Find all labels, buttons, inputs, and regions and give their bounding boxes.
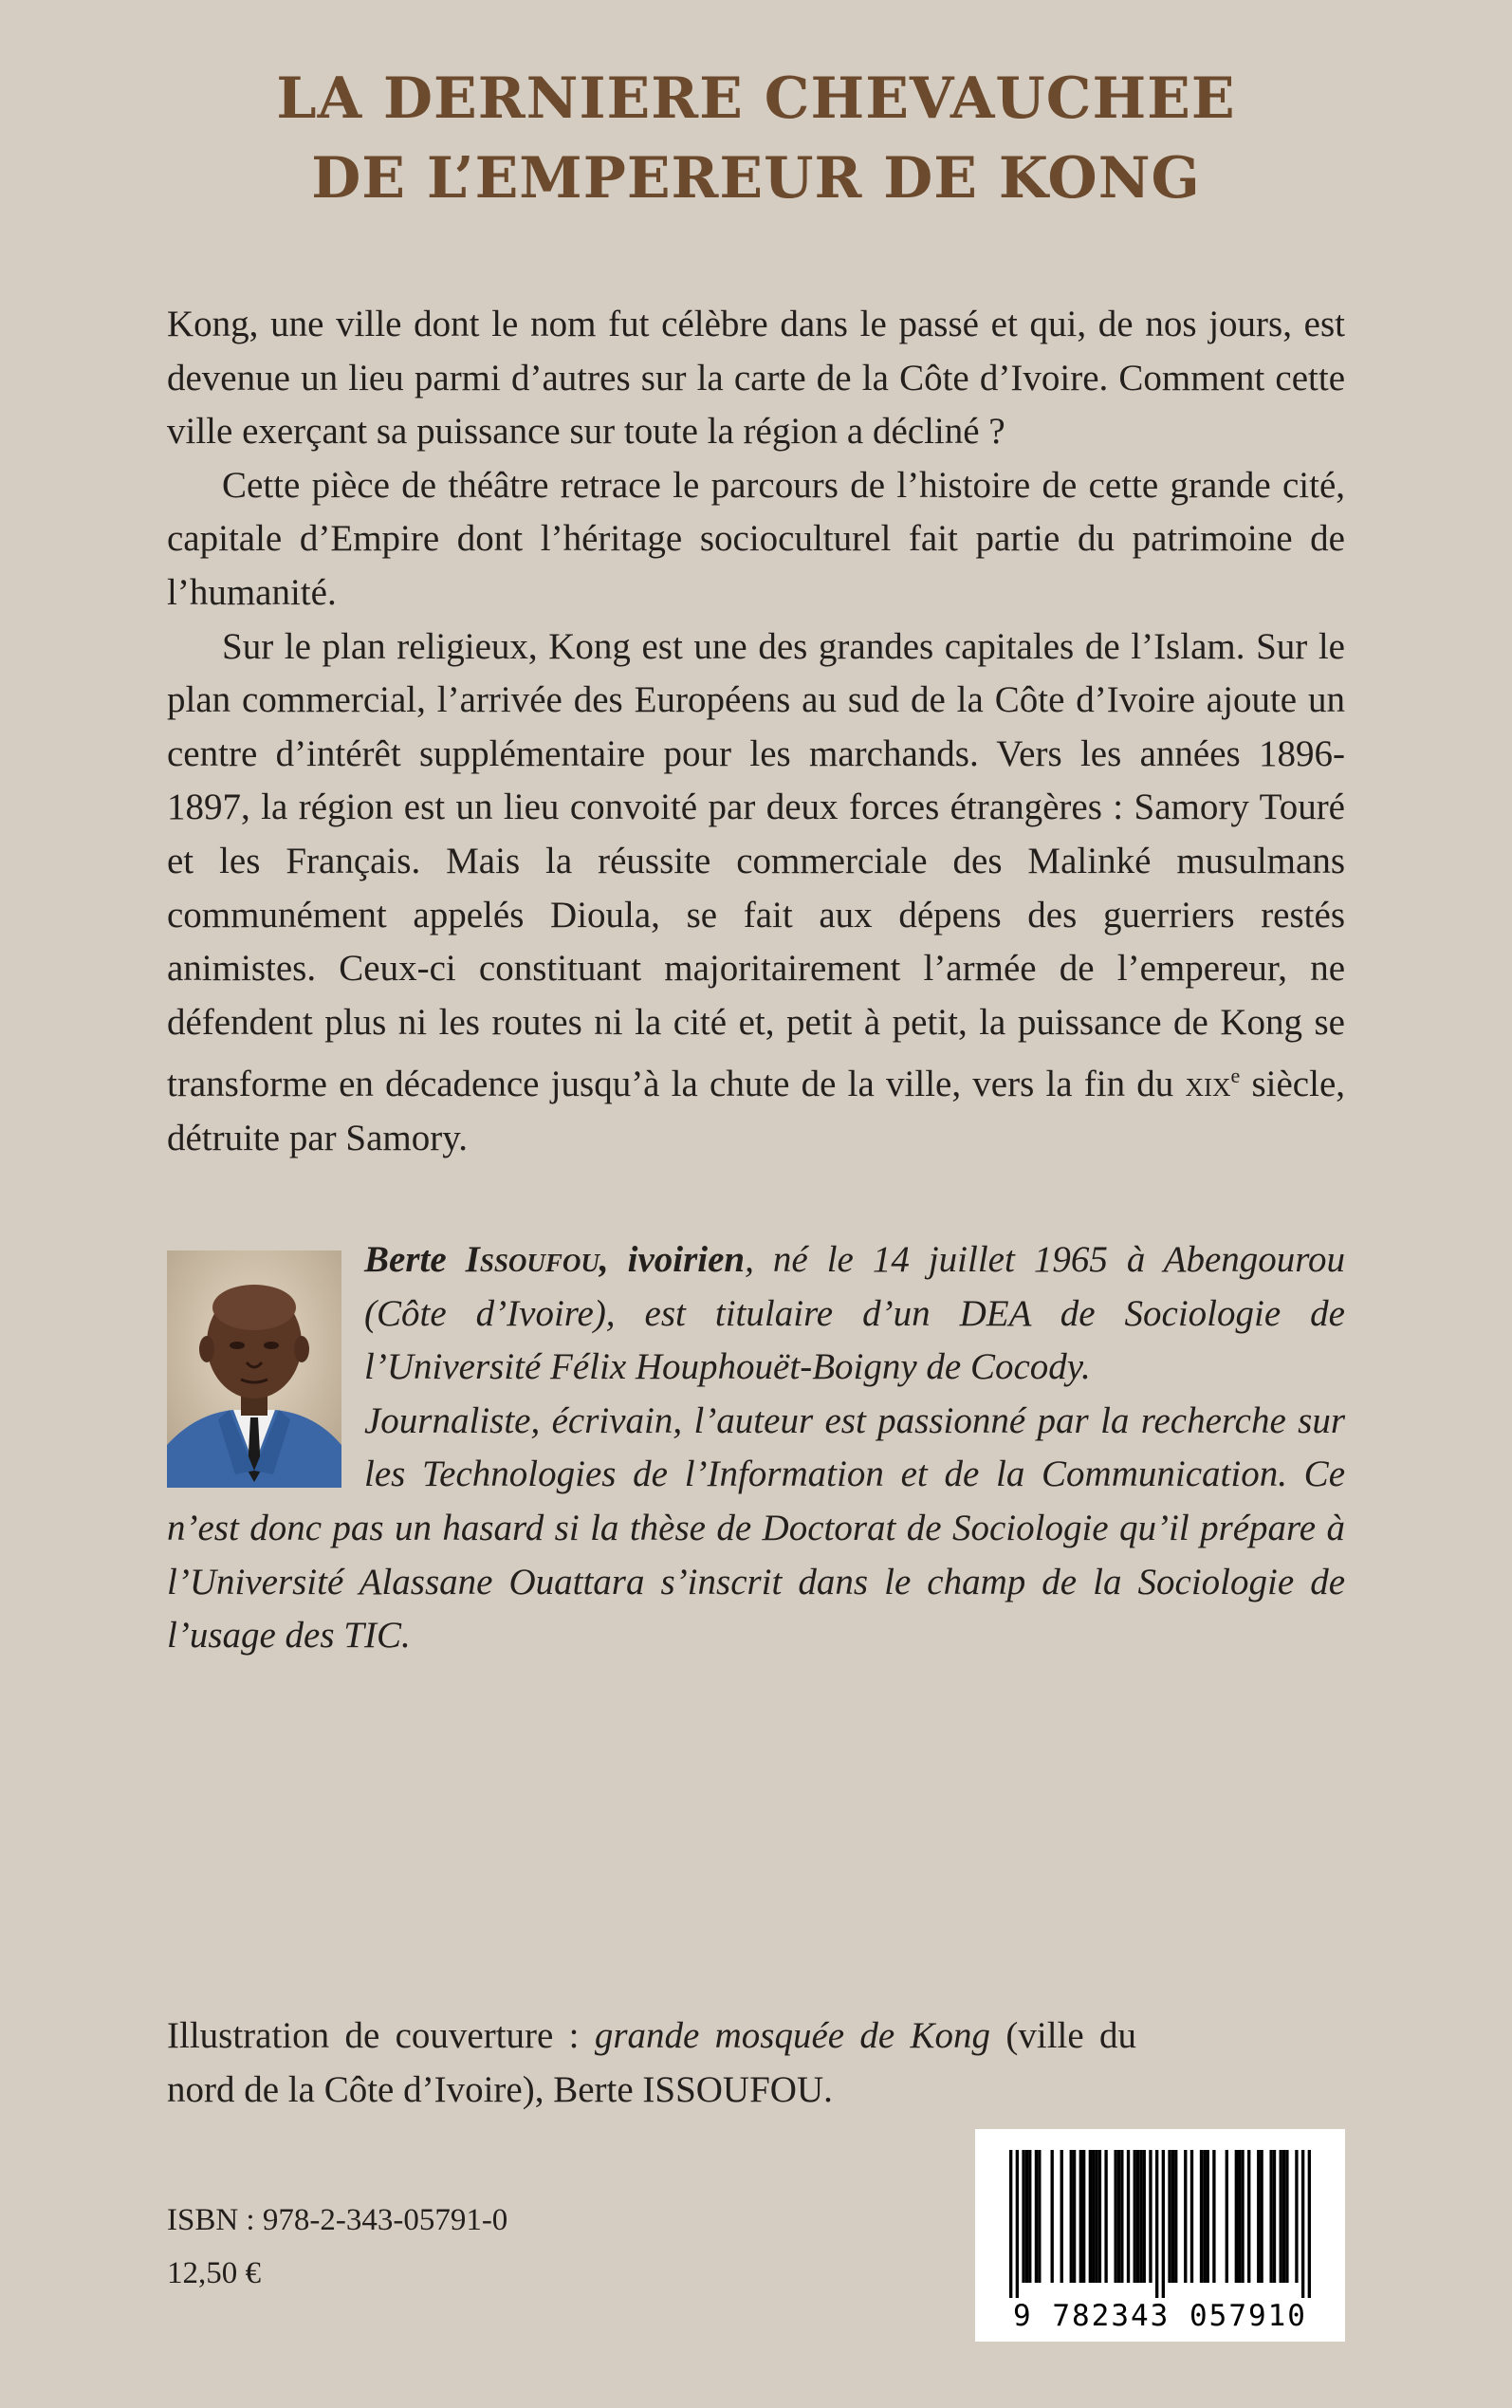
author-last-name: Issoufou [465, 1239, 599, 1280]
barcode-bar [1038, 2150, 1041, 2283]
barcode-bar [1127, 2150, 1130, 2283]
barcode-bar [1114, 2150, 1116, 2283]
title-line-2: DE L’EMPEREUR DE KONG [311, 145, 1201, 212]
barcode-bar [1207, 2150, 1209, 2283]
author-nationality: , ivoirien [599, 1239, 746, 1280]
barcode-bar [1134, 2150, 1136, 2283]
barcode-bar [1171, 2150, 1174, 2283]
barcode-bar [1022, 2150, 1024, 2283]
barcode-bar [1203, 2150, 1206, 2283]
barcode-bar [1070, 2150, 1073, 2283]
synopsis [167, 298, 1345, 1166]
author-bio [167, 1233, 1345, 1663]
barcode-bar [1143, 2150, 1146, 2283]
author-paragraph-1-text: , né le 14 juillet 1965 à Abengourou (Côte d’Ivoire), est titulaire d’un DEA de Sociologie de l’Université Félix Houphouët-Boigny de Cocody. [364, 1239, 1345, 1388]
barcode-bar [1200, 2150, 1203, 2283]
barcode-bar [1184, 2150, 1187, 2283]
barcode-bar [1190, 2150, 1193, 2283]
author-paragraph-2: Journaliste, écrivain, l’auteur est passionné par la recherche sur les Technologies de l’Information et de la Communication. Ce n’est donc pas un hasard si la thèse de Doctorat de Sociologie qu’il prépare à l’Université Alassane Ouattara s’inscrit dans le champ de la Sociologie de l’usage des TIC. [167, 1399, 1345, 1657]
synopsis-paragraph-1: Kong, une ville dont le nom fut célèbre dans le passé et qui, de nos jours, est devenue un lieu parmi d’autres sur la carte de la Côte d’Ivoire. Comment cette ville exerçant sa puissance sur toute la région a décliné ? [167, 304, 1345, 453]
barcode-bar [1273, 2150, 1276, 2283]
barcode-bar [1073, 2150, 1076, 2283]
barcode-bar [1238, 2150, 1241, 2283]
credit-label: Illustration de couverture : [167, 2015, 595, 2056]
century-numeral: xix [1185, 1064, 1231, 1105]
barcode-bar [1269, 2150, 1272, 2283]
barcode-bar [1168, 2150, 1171, 2283]
barcode-bar [1260, 2150, 1263, 2283]
barcode-bar [1241, 2150, 1244, 2283]
barcode-bar [1308, 2150, 1311, 2298]
barcode-bar [1051, 2150, 1054, 2283]
barcode-bar [1280, 2150, 1282, 2283]
author-name [364, 1239, 745, 1280]
author-portrait-image [167, 1250, 341, 1488]
author-paragraph-1 [167, 1233, 1345, 1395]
price: 12,50 € [167, 2256, 261, 2290]
synopsis-paragraph-3 [167, 621, 1345, 1166]
barcode-digits: 9 782343 057910 [1013, 2299, 1307, 2333]
barcode-bars [1009, 2150, 1311, 2298]
cover-illustration-credit [167, 2010, 1136, 2117]
barcode-bar [1226, 2150, 1228, 2283]
author-first-name: Berte [364, 1239, 466, 1280]
barcode-bar [1060, 2150, 1063, 2283]
book-title [0, 59, 1512, 218]
barcode-bar [1089, 2150, 1092, 2283]
barcode-bar [1282, 2150, 1285, 2283]
barcode-bar [1016, 2150, 1019, 2298]
barcode-bar [1285, 2150, 1288, 2283]
barcode-bar [1098, 2150, 1101, 2283]
barcode-bar [1212, 2150, 1215, 2283]
synopsis-paragraph-2: Cette pièce de théâtre retrace le parcours de l’histoire de cette grande cité, capitale d’Empire dont l’héritage socioculturel fait partie du patrimoine de l’humanité. [167, 464, 1345, 613]
barcode-bar [1120, 2150, 1123, 2283]
credit-text [167, 2010, 1136, 2117]
barcode-bar [1092, 2150, 1095, 2283]
barcode-bar [1174, 2150, 1177, 2283]
barcode-bar [1155, 2150, 1158, 2298]
credit-rest: (ville du nord de la Côte d’Ivoire), Berte ISSOUFOU. [167, 2015, 1136, 2110]
barcode-bar [1301, 2150, 1304, 2298]
barcode-bar [1025, 2150, 1028, 2283]
barcode-bar [1117, 2150, 1120, 2283]
barcode-bar [1082, 2150, 1085, 2283]
barcode-bar [1028, 2150, 1031, 2283]
barcode-bar [1136, 2150, 1139, 2283]
barcode-bar [1295, 2150, 1298, 2283]
barcode-bar [1162, 2150, 1165, 2298]
century-suffix: e [1230, 1064, 1241, 1088]
credit-work-title: grande mosquée de Kong [594, 2015, 991, 2056]
barcode-bar [1139, 2150, 1142, 2283]
synopsis-paragraph-3-text: Sur le plan religieux, Kong est une des grandes capitales de l’Islam. Sur le plan commercial, l’arrivée des Européens au sud de la Côte d’Ivoire ajoute un centre d’intérêt supplémentaire pour les marchands. Vers les années 1896-1897, la région est un lieu convoité par deux forces étrangères : Samory Touré et les Français. Mais la réussite commerciale des Malinké musulmans communément appelés Dioula, se fait aux dépens des guerriers restés animistes. Ceux-ci constituant majoritairement l’armée de l’empereur, ne défendent plus ni les routes ni la cité et, petit à petit, la puissance de Kong se transforme en décadence jusqu’à la chute de la ville, vers la fin du [167, 625, 1345, 1105]
barcode-bar [1235, 2150, 1238, 2283]
barcode-bar [1009, 2150, 1012, 2298]
barcode-bar [1095, 2150, 1097, 2283]
barcode-bar [1104, 2150, 1107, 2283]
synopsis-paragraph-3-end: siècle, détruite par Samory. [167, 1064, 1346, 1158]
title-line-1: LA DERNIERE CHEVAUCHEE [276, 65, 1236, 132]
barcode-bar [1257, 2150, 1260, 2283]
barcode-bar [1149, 2150, 1152, 2283]
barcode-bar [1079, 2150, 1082, 2283]
isbn: ISBN : 978-2-343-05791-0 [167, 2203, 508, 2237]
barcode-bar [1035, 2150, 1038, 2283]
author-photo [167, 1250, 341, 1488]
barcode [975, 2129, 1345, 2342]
barcode-bar [1247, 2150, 1250, 2283]
